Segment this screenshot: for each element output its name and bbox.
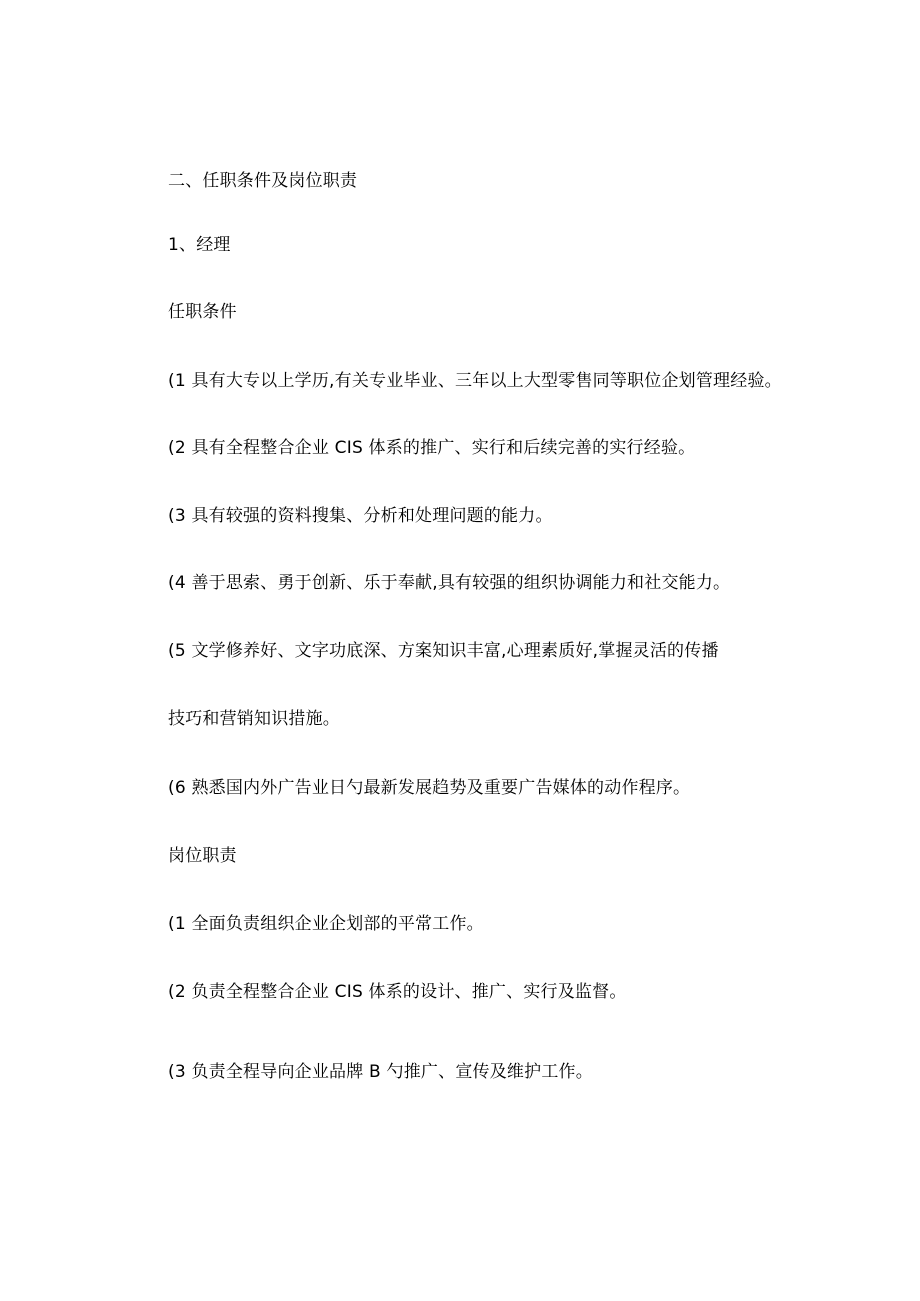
responsibility-item: (2 负责全程整合企业 CIS 体系的设计、推广、实行及监督。	[168, 982, 627, 1002]
responsibility-item: (1 全面负责组织企业企划部的平常工作。	[168, 914, 484, 934]
section-heading: 二、任职条件及岗位职责	[168, 171, 358, 191]
responsibilities-heading: 岗位职责	[168, 846, 237, 866]
qualification-item: (2 具有全程整合企业 CIS 体系的推广、实行和后续完善的实行经验。	[168, 438, 696, 458]
role-heading: 1、经理	[168, 235, 231, 255]
qualification-item: (6 熟悉国内外广告业日勺最新发展趋势及重要广告媒体的动作程序。	[168, 778, 691, 798]
qualification-item: (5 文学修养好、文字功底深、方案知识丰富,心理素质好,掌握灵活的传播	[168, 641, 719, 661]
qualifications-heading: 任职条件	[168, 302, 237, 322]
qualification-item: (4 善于思索、勇于创新、乐于奉献,具有较强的组织协调能力和社交能力。	[168, 573, 731, 593]
responsibility-item: (3 负责全程导向企业品牌 B 勺推广、宣传及维护工作。	[168, 1062, 593, 1082]
qualification-item: (3 具有较强的资料搜集、分析和处理问题的能力。	[168, 506, 553, 526]
qualification-item: (1 具有大专以上学历,有关专业毕业、三年以上大型零售同等职位企划管理经验。	[168, 371, 782, 391]
qualification-item-continuation: 技巧和营销知识措施。	[168, 709, 340, 729]
